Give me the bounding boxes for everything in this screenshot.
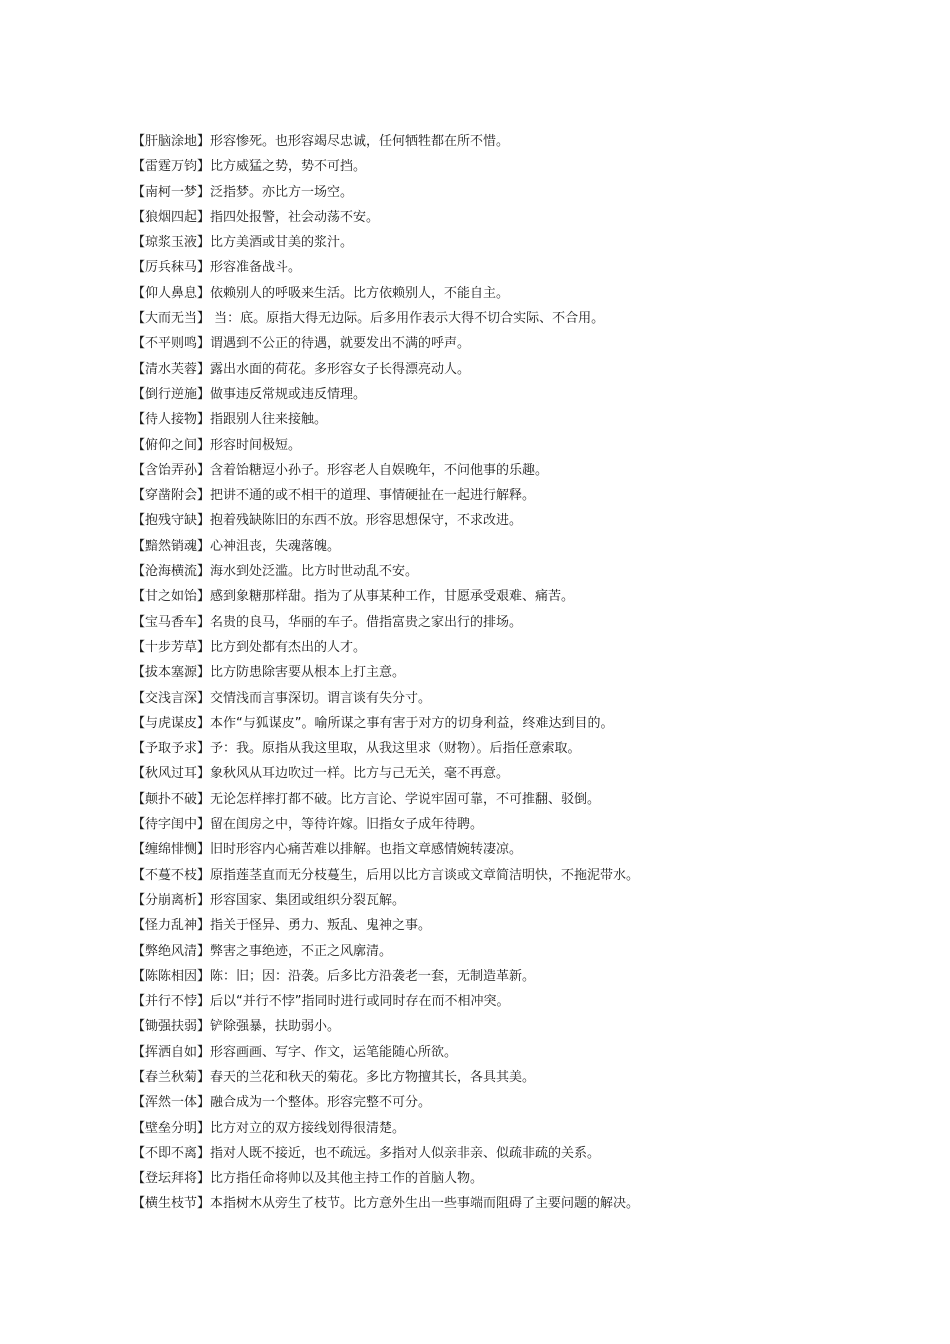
idiom-term: 【挥洒自如】: [132, 1044, 211, 1060]
idiom-definition: 比方美酒或甘美的浆汁。: [210, 235, 354, 251]
idiom-definition: 比方到处都有杰出的人才。: [210, 639, 367, 655]
idiom-definition: 无论怎样摔打都不破。比方言论、学说牢固可靠，不可推翻、驳倒。: [210, 791, 601, 807]
idiom-entry: [132, 939, 832, 964]
idiom-definition: 比方对立的双方接线划得很清楚。: [210, 1120, 406, 1136]
idiom-entry: [132, 433, 832, 458]
idiom-term: 【宝马香车】: [132, 614, 211, 630]
idiom-term: 【肝脑涂地】: [132, 134, 211, 149]
idiom-entry: [132, 584, 832, 609]
idiom-definition: 后以“并行不悖”指同时进行或同时存在而不相冲突。: [210, 994, 510, 1010]
idiom-definition: 抱着残缺陈旧的东西不放。形容思想保守，不求改进。: [210, 513, 523, 529]
idiom-definition: 海水到处泛滥。比方时世动乱不安。: [210, 564, 419, 580]
idiom-term: 【交浅言深】: [132, 690, 211, 706]
idiom-entry: [132, 534, 832, 559]
idiom-definition: 含着饴糖逗小孙子。形容老人自娱晚年，不问他事的乐趣。: [210, 462, 549, 478]
idiom-term: 【琼浆玉液】: [132, 235, 211, 251]
idiom-definition: 融合成为一个整体。形容完整不可分。: [210, 1095, 432, 1111]
idiom-term: 【待字闺中】: [132, 817, 211, 833]
idiom-entry: [132, 458, 832, 483]
idiom-definition: 比方威猛之势，势不可挡。: [210, 159, 367, 175]
idiom-entry: [132, 888, 832, 913]
idiom-term: 【十步芳草】: [132, 639, 211, 655]
idiom-definition: 指跟别人往来接触。: [210, 412, 328, 428]
idiom-term: 【分崩离析】: [132, 892, 211, 908]
idiom-term: 【厉兵秣马】: [132, 260, 211, 276]
idiom-term: 【横生枝节】: [132, 1196, 211, 1212]
idiom-definition: 指四处报警，社会动荡不安。: [210, 209, 380, 225]
idiom-definition: 形容惨死。也形容竭尽忠诚，任何牺牲都在所不惜。: [210, 134, 510, 149]
idiom-definition: 原指莲茎直而无分枝蔓生，后用以比方言谈或文章简洁明快，不拖泥带水。: [210, 867, 640, 883]
idiom-term: 【怪力乱神】: [132, 918, 211, 934]
idiom-entry: [132, 660, 832, 685]
idiom-entry: [132, 686, 832, 711]
idiom-term: 【陈陈相因】: [132, 968, 211, 984]
idiom-entry: [132, 306, 832, 331]
idiom-term: 【登坛拜将】: [132, 1171, 211, 1187]
idiom-term: 【予取予求】: [132, 741, 211, 757]
idiom-definition: 形容准备战斗。: [210, 260, 302, 276]
idiom-term: 【不蔓不枝】: [132, 867, 211, 883]
idiom-term: 【不平则鸣】: [132, 336, 211, 352]
idiom-entry: [132, 255, 832, 280]
idiom-entry: [132, 1065, 832, 1090]
idiom-term: 【大而无当】: [132, 311, 211, 327]
idiom-term: 【壁垒分明】: [132, 1120, 211, 1136]
idiom-definition: 旧时形容内心痛苦难以排解。也指文章感情婉转凄凉。: [210, 842, 523, 858]
idiom-term: 【倒行逆施】: [132, 386, 211, 402]
idiom-entry: [132, 635, 832, 660]
idiom-term: 【抱残守缺】: [132, 513, 211, 529]
idiom-definition: 形容画画、写字、作文，运笔能随心所欲。: [210, 1044, 458, 1060]
idiom-term: 【穿凿附会】: [132, 488, 211, 504]
idiom-term: 【黯然销魂】: [132, 538, 211, 554]
idiom-entry: [132, 837, 832, 862]
idiom-term: 【狼烟四起】: [132, 209, 211, 225]
idiom-entry: [132, 281, 832, 306]
idiom-definition: 泛指梦。亦比方一场空。: [210, 184, 354, 200]
idiom-entry: [132, 483, 832, 508]
idiom-entry: [132, 736, 832, 761]
idiom-definition: 交情浅而言事深切。谓言谈有失分寸。: [210, 690, 432, 706]
idiom-definition: 予：我。原指从我这里取，从我这里求（财物）。后指任意索取。: [210, 741, 581, 757]
idiom-definition: 形容国家、集团或组织分裂瓦解。: [210, 892, 406, 908]
idiom-term: 【不即不离】: [132, 1145, 211, 1161]
idiom-entry: [132, 1040, 832, 1065]
idiom-entry: [132, 989, 832, 1014]
idiom-term: 【弊绝风清】: [132, 943, 211, 959]
idiom-definition: 本作“与狐谋皮”。喻所谋之事有害于对方的切身利益，终难达到目的。: [210, 715, 614, 731]
idiom-definition: 春天的兰花和秋天的菊花。多比方物擅其长，各具其美。: [210, 1069, 536, 1085]
idiom-entry: [132, 1166, 832, 1191]
idiom-definition: 陈：旧；因：沿袭。后多比方沿袭老一套，无制造革新。: [210, 968, 536, 984]
idiom-definition: 铲除强暴，扶助弱小。: [210, 1019, 341, 1035]
idiom-term: 【雷霆万钧】: [132, 159, 211, 175]
idiom-entry: [132, 863, 832, 888]
idiom-entry: [132, 331, 832, 356]
idiom-definition: 本指树木从旁生了枝节。比方意外生出一些事端而阻碍了主要问题的解决。: [210, 1196, 640, 1212]
idiom-entry: [132, 129, 832, 154]
idiom-term: 【浑然一体】: [132, 1095, 211, 1111]
idiom-definition: 弊害之事绝迹，不正之风廓清。: [210, 943, 393, 959]
idiom-term: 【拔本塞源】: [132, 665, 211, 681]
idiom-entry: [132, 559, 832, 584]
idiom-definition: 名贵的良马，华丽的车子。借指富贵之家出行的排场。: [210, 614, 523, 630]
idiom-definition: 感到象糖那样甜。指为了从事某种工作，甘愿承受艰难、痛苦。: [210, 589, 575, 605]
idiom-entry: [132, 407, 832, 432]
idiom-definition: 当：底。原指大得无边际。后多用作表示大得不切合实际、不合用。: [210, 311, 605, 327]
idiom-term: 【春兰秋菊】: [132, 1069, 211, 1085]
idiom-definition: 指对人既不接近，也不疏远。多指对人似亲非亲、似疏非疏的关系。: [210, 1145, 601, 1161]
idiom-term: 【与虎谋皮】: [132, 715, 211, 731]
idiom-definition: 依赖别人的呼吸来生活。比方依赖别人，不能自主。: [210, 285, 510, 301]
idiom-term: 【南柯一梦】: [132, 184, 211, 200]
idiom-entry: [132, 711, 832, 736]
idiom-entry: [132, 205, 832, 230]
idiom-entry: [132, 508, 832, 533]
idiom-definition: 留在闺房之中，等待许嫁。旧指女子成年待聘。: [210, 817, 484, 833]
idiom-term: 【秋风过耳】: [132, 766, 211, 782]
idiom-entry: [132, 1141, 832, 1166]
idiom-entry: [132, 964, 832, 989]
idiom-term: 【缠绵悱恻】: [132, 842, 211, 858]
idiom-entry: [132, 812, 832, 837]
idiom-definition: 象秋风从耳边吹过一样。比方与己无关，毫不再意。: [210, 766, 510, 782]
idiom-entry: [132, 610, 832, 635]
idiom-entry: [132, 913, 832, 938]
idiom-term: 【待人接物】: [132, 412, 211, 428]
idiom-definition: 谓遇到不公正的待遇，就要发出不满的呼声。: [210, 336, 471, 352]
idiom-entry: [132, 761, 832, 786]
idiom-definition: 把讲不通的或不相干的道理、事情硬扯在一起进行解释。: [210, 488, 536, 504]
idiom-term: 【俯仰之间】: [132, 437, 211, 453]
idiom-term: 【甘之如饴】: [132, 589, 211, 605]
idiom-definition: 比方指任命将帅以及其他主持工作的首脑人物。: [210, 1171, 484, 1187]
idiom-definition: 指关于怪异、勇力、叛乱、鬼神之事。: [210, 918, 432, 934]
idiom-definition: 做事违反常规或违反情理。: [210, 386, 367, 402]
idiom-entry: [132, 1014, 832, 1039]
idiom-entry: [132, 1116, 832, 1141]
idiom-definition: 露出水面的荷花。多形容女子长得漂亮动人。: [210, 361, 471, 377]
idiom-term: 【沧海横流】: [132, 564, 211, 580]
idiom-entry: [132, 382, 832, 407]
idiom-definition: 形容时间极短。: [210, 437, 302, 453]
idiom-entry: [132, 787, 832, 812]
idiom-entry: [132, 1090, 832, 1115]
idiom-entry: [132, 180, 832, 205]
idiom-term: 【锄强扶弱】: [132, 1019, 211, 1035]
idiom-definition: 比方防患除害要从根本上打主意。: [210, 665, 406, 681]
idiom-term: 【含饴弄孙】: [132, 462, 211, 478]
idiom-term: 【颠扑不破】: [132, 791, 211, 807]
idiom-term: 【仰人鼻息】: [132, 285, 211, 301]
idiom-list: [132, 129, 832, 1217]
idiom-term: 【并行不悖】: [132, 994, 211, 1010]
idiom-term: 【清水芙蓉】: [132, 361, 211, 377]
idiom-entry: [132, 230, 832, 255]
idiom-entry: [132, 357, 832, 382]
idiom-entry: [132, 154, 832, 179]
idiom-entry: [132, 1191, 832, 1216]
idiom-definition: 心神沮丧，失魂落魄。: [210, 538, 341, 554]
